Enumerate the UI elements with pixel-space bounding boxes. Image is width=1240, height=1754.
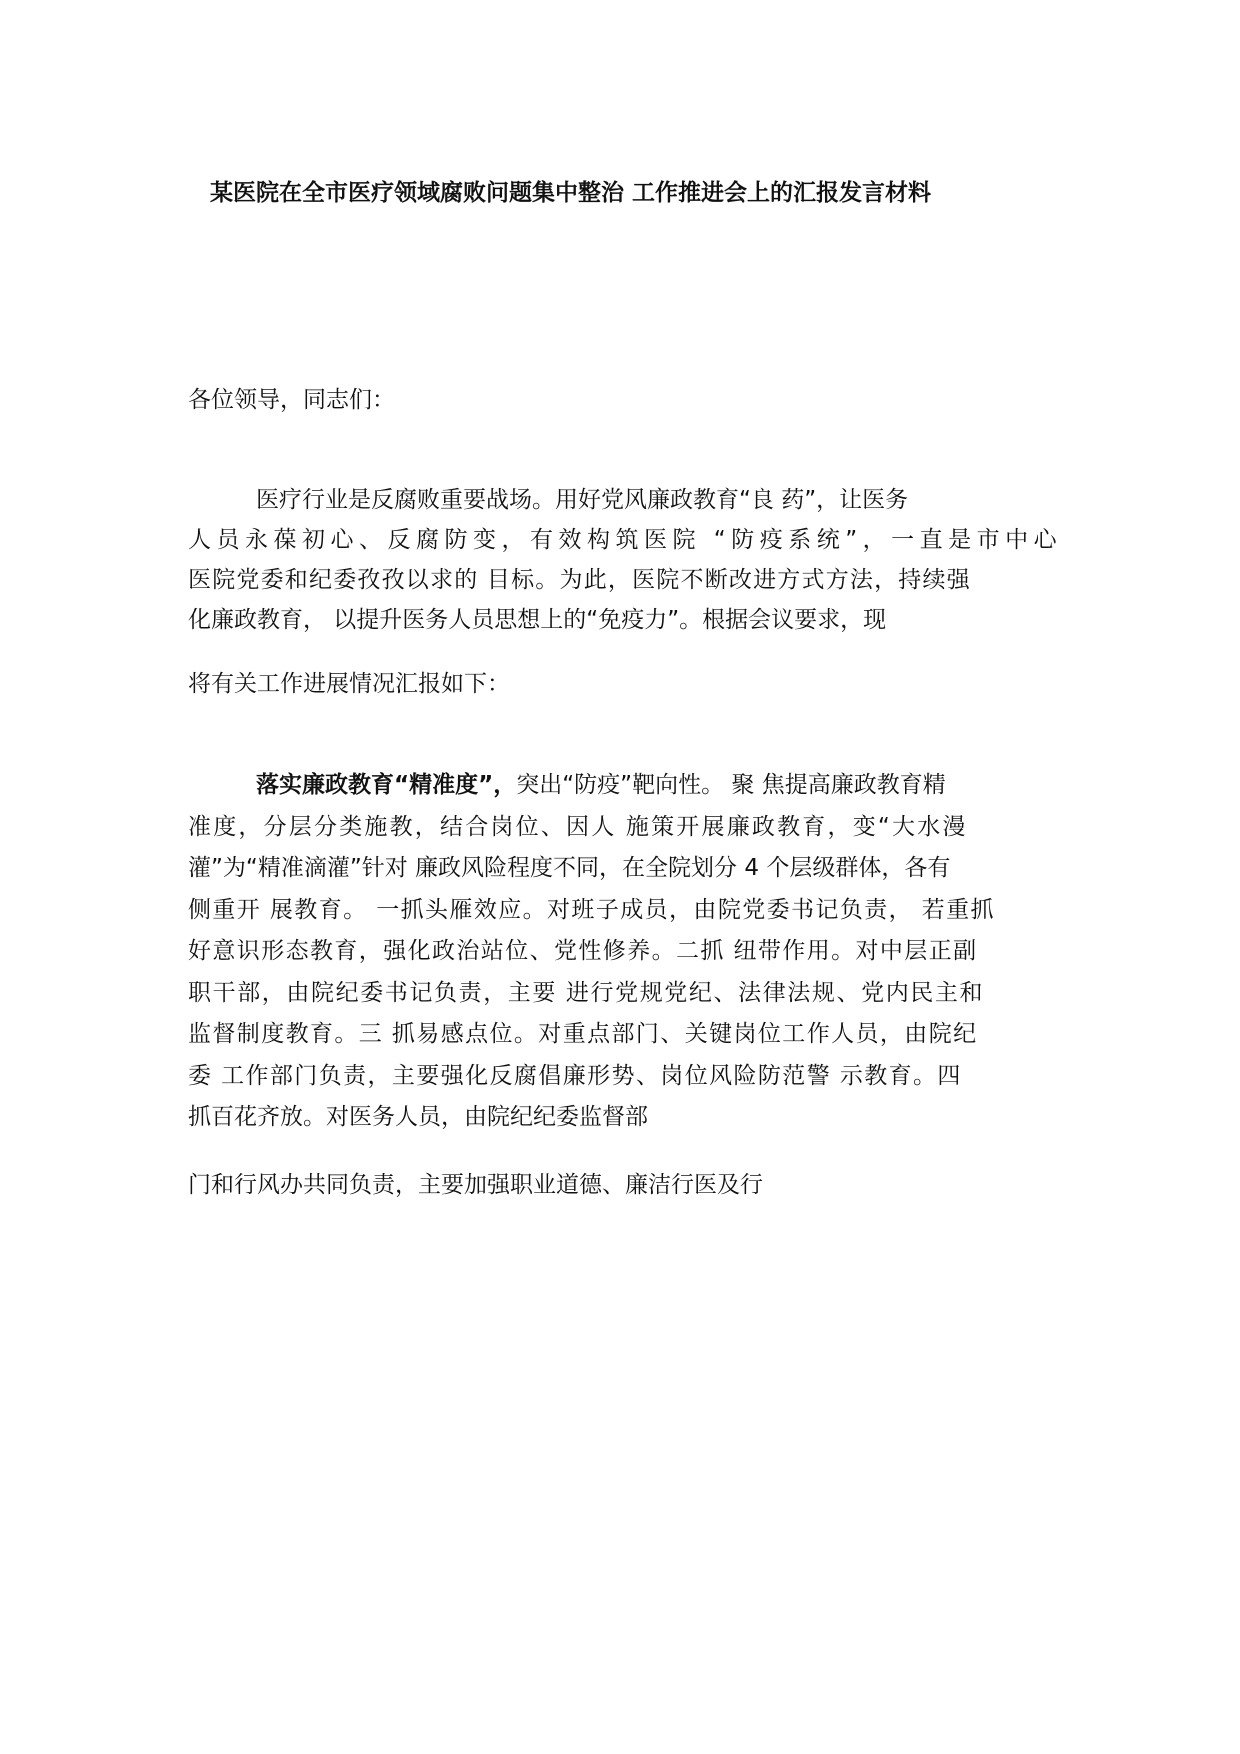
salutation: 各位领导，同志们： <box>188 387 395 413</box>
paragraph-line: 医疗行业是反腐败重要战场。用好党风廉政教育“良 药”，让医务 <box>256 487 909 513</box>
document-title: 某医院在全市医疗领域腐败问题集中整治 工作推进会上的汇报发言材料 <box>210 180 932 206</box>
paragraph-line: 职干部，由院纪委书记负责，主要 进行党规党纪、法律法规、党内民主和 <box>188 979 985 1006</box>
paragraph-intro <box>188 480 1078 640</box>
section-heading: 落实廉政教育“精准度”， <box>256 772 517 798</box>
paragraph-line: 侧重开 展教育。 一抓头雁效应。对班子成员，由院党委书记负责， 若重抓 <box>188 896 995 923</box>
paragraph-line: 医院党委和纪委孜孜以求的 目标。为此，医院不断改进方式方法，持续强 <box>188 567 971 593</box>
paragraph-line: 抓百花齐放。对医务人员，由院纪纪委监督部 <box>188 1104 648 1130</box>
paragraph-precision <box>188 765 1078 1139</box>
paragraph-intro-tail: 将有关工作进展情况汇报如下： <box>188 671 510 697</box>
paragraph-line <box>188 765 1078 807</box>
paragraph-line: 好意识形态教育，强化政治站位、党性修养。二抓 纽带作用。对中层正副 <box>188 938 978 964</box>
paragraph-line: 人员永葆初心、反腐防变，有效构筑医院 “防疫系统”，一直是市中心 <box>188 527 1063 553</box>
paragraph-line: 准度，分层分类施教，结合岗位、因人 施策开展廉政教育，变“大水漫 <box>188 813 968 840</box>
paragraph-line: 化廉政教育， 以提升医务人员思想上的“免疫力”。根据会议要求，现 <box>188 607 887 633</box>
paragraph-line: 委 工作部门负责，主要强化反腐倡廉形势、岗位风险防范警 示教育。四 <box>188 1062 962 1089</box>
paragraph-line: 灌”为“精准滴灌”针对 廉政风险程度不同，在全院划分 4 个层级群体，各有 <box>188 855 951 881</box>
paragraph-precision-tail: 门和行风办共同负责，主要加强职业道德、廉洁行医及行 <box>188 1172 763 1198</box>
section-heading-rest: 突出“防疫”靶向性。 聚 焦提高廉政教育精 <box>516 772 946 798</box>
paragraph-line: 监督制度教育。三 抓易感点位。对重点部门、关键岗位工作人员，由院纪 <box>188 1021 978 1047</box>
